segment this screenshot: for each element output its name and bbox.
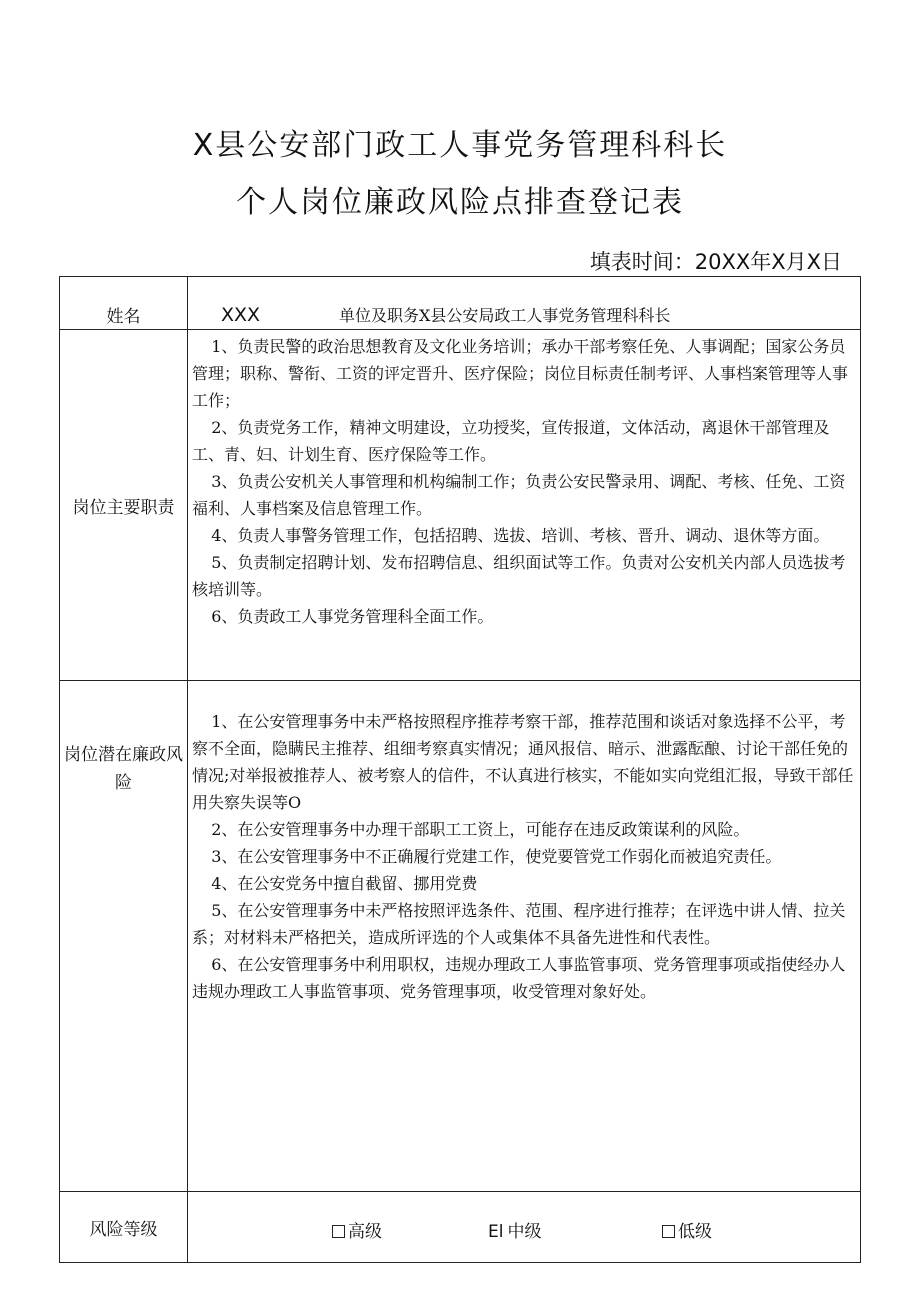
risk-item: 4、在公安党务中擅自截留、挪用党费 <box>211 874 478 893</box>
duty-item: 6、负责政工人事党务管理科全面工作。 <box>211 607 494 626</box>
duty-item: 2、负责党务工作，精神文明建设，立功授奖，宣传报道，文体活动，离退休干部管理及工、青、妇、计划生育、医疗保险等工作。 <box>192 418 830 464</box>
fill-date: 填表时间：20XX年X月X日 <box>589 250 842 274</box>
level-mid-option[interactable] <box>488 1217 541 1242</box>
level-high-label: 高级 <box>348 1222 382 1242</box>
risk-item: 6、在公安管理事务中利用职权，违规办理政工人事监管事项、党务管理事项或指使经办人违规办理政工人事监管事项、党务管理事项，收受管理对象好处。 <box>192 955 846 1001</box>
name-row <box>60 277 861 330</box>
level-high-option[interactable] <box>332 1217 382 1242</box>
duty-item: 4、负责人事警务管理工作，包括招聘、选拔、培训、考核、晋升、调动、退休等方面。 <box>211 526 830 545</box>
checkbox-icon <box>332 1225 345 1238</box>
name-unit-cell <box>188 277 861 330</box>
risk-item: 5、在公安管理事务中未严格按照评选条件、范围、程序进行推荐；在评选中讲人情、拉关系；对材料未严格把关，造成所评选的个人或集体不具备先进性和代表性。 <box>192 901 846 947</box>
risk-item: 2、在公安管理事务中办理干部职工工资上，可能存在违反政策谋利的风险。 <box>211 820 750 839</box>
name-value: XXX <box>221 304 261 326</box>
risks-label: 岗位潜在廉政风险 <box>60 681 188 1192</box>
title-line-2: 个人岗位廉政风险点排查登记表 <box>236 185 684 220</box>
checkbox-icon <box>662 1225 675 1238</box>
level-low-label: 低级 <box>678 1222 712 1242</box>
duties-row <box>60 330 861 681</box>
level-mid-mark: El <box>488 1222 504 1242</box>
risk-item: 1、在公安管理事务中未严格按照程序推荐考察干部，推荐范围和谈话对象选择不公平，考察不全面，隐瞒民主推荐、组细考察真实情况；通风报信、暗示、泄露酝酿、讨论干部任免的情况;对举报被推荐人、被考察人的信件，不认真进行核实，不能如实向党组汇报，导致干部任用失察失误等O <box>192 712 854 812</box>
title-line-1: X县公安部门政工人事党务管理科科长 <box>192 128 728 163</box>
duty-item: 5、负责制定招聘计划、发布招聘信息、组织面试等工作。负责对公安机关内部人员选拔考核培训等。 <box>192 553 846 599</box>
level-mid-label: 中级 <box>507 1222 542 1242</box>
duty-item: 3、负责公安机关人事管理和机构编制工作；负责公安民警录用、调配、考核、任免、工资福利、人事档案及信息管理工作。 <box>192 472 846 518</box>
unit-position: 单位及职务X县公安局政工人事党务管理科科长 <box>339 306 671 325</box>
level-low-option[interactable] <box>662 1217 712 1242</box>
risks-cell <box>188 681 861 1192</box>
risk-level-label: 风险等级 <box>60 1192 188 1263</box>
duties-cell <box>188 330 861 681</box>
risk-level-row <box>60 1192 861 1263</box>
risk-item: 3、在公安管理事务中不正确履行党建工作，使党要管党工作弱化而被追究责任。 <box>211 847 782 866</box>
risk-level-options <box>188 1192 861 1263</box>
registration-table <box>59 276 861 1263</box>
risks-row <box>60 681 861 1192</box>
duties-label: 岗位主要职责 <box>60 330 188 681</box>
duty-item: 1、负责民警的政治思想教育及文化业务培训；承办干部考察任免、人事调配；国家公务员管理；职称、警衔、工资的评定晋升、医疗保险；岗位目标责任制考评、人事档案管理等人事工作； <box>192 337 849 410</box>
name-label: 姓名 <box>60 277 188 330</box>
